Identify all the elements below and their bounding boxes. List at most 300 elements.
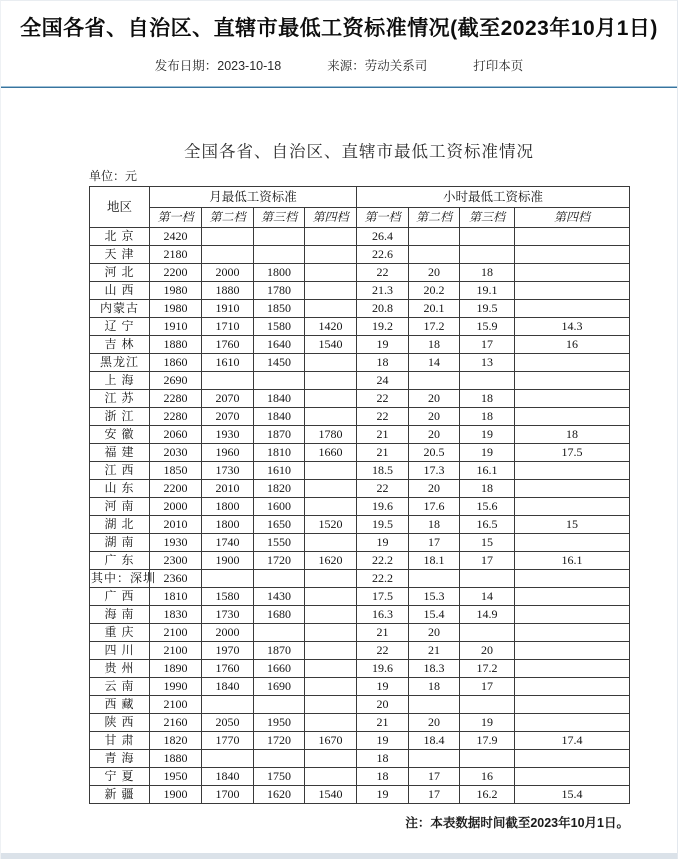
hourly-tier-4-header: 第四档 bbox=[515, 208, 630, 228]
monthly-value-cell: 1890 bbox=[150, 660, 202, 678]
hourly-value-cell bbox=[515, 570, 630, 588]
monthly-value-cell: 2100 bbox=[150, 696, 202, 714]
monthly-value-cell: 1840 bbox=[202, 678, 254, 696]
monthly-value-cell: 1860 bbox=[150, 354, 202, 372]
hourly-value-cell: 22 bbox=[357, 390, 409, 408]
monthly-value-cell: 2010 bbox=[202, 480, 254, 498]
hourly-value-cell: 22 bbox=[357, 642, 409, 660]
hourly-value-cell: 20 bbox=[409, 264, 460, 282]
hourly-tier-2-header: 第二档 bbox=[409, 208, 460, 228]
hourly-value-cell: 18 bbox=[460, 390, 515, 408]
monthly-value-cell bbox=[305, 588, 357, 606]
hourly-value-cell bbox=[515, 660, 630, 678]
table-row bbox=[90, 372, 630, 390]
region-cell: 贵 州 bbox=[90, 660, 150, 678]
source-value: 劳动关系司 bbox=[364, 59, 428, 73]
hourly-value-cell: 20 bbox=[409, 408, 460, 426]
monthly-value-cell: 1580 bbox=[202, 588, 254, 606]
table-row bbox=[90, 246, 630, 264]
hourly-value-cell bbox=[515, 534, 630, 552]
monthly-value-cell bbox=[254, 624, 305, 642]
region-cell: 河 北 bbox=[90, 264, 150, 282]
source-label: 来源： bbox=[327, 59, 365, 73]
hourly-value-cell bbox=[460, 624, 515, 642]
hourly-value-cell: 20.5 bbox=[409, 444, 460, 462]
hourly-value-cell: 19 bbox=[357, 534, 409, 552]
monthly-value-cell: 2280 bbox=[150, 408, 202, 426]
monthly-tier-3-header: 第三档 bbox=[254, 208, 305, 228]
hourly-value-cell: 17.3 bbox=[409, 462, 460, 480]
monthly-value-cell: 1880 bbox=[202, 282, 254, 300]
hourly-value-cell: 16.1 bbox=[460, 462, 515, 480]
hourly-value-cell: 21 bbox=[357, 444, 409, 462]
monthly-value-cell: 1720 bbox=[254, 552, 305, 570]
monthly-value-cell bbox=[254, 750, 305, 768]
hourly-value-cell: 20.2 bbox=[409, 282, 460, 300]
hourly-value-cell: 20 bbox=[409, 426, 460, 444]
table-row bbox=[90, 354, 630, 372]
monthly-value-cell: 1840 bbox=[254, 390, 305, 408]
hourly-value-cell bbox=[515, 750, 630, 768]
hourly-value-cell bbox=[515, 606, 630, 624]
hourly-value-cell bbox=[409, 750, 460, 768]
monthly-value-cell: 1540 bbox=[305, 786, 357, 804]
hourly-value-cell: 17.5 bbox=[357, 588, 409, 606]
hourly-value-cell: 18 bbox=[460, 264, 515, 282]
monthly-value-cell: 1800 bbox=[254, 264, 305, 282]
hourly-value-cell bbox=[460, 228, 515, 246]
region-cell: 吉 林 bbox=[90, 336, 150, 354]
hourly-value-cell bbox=[515, 354, 630, 372]
hourly-value-cell: 19.6 bbox=[357, 660, 409, 678]
hourly-value-cell: 17 bbox=[409, 768, 460, 786]
monthly-value-cell: 2280 bbox=[150, 390, 202, 408]
monthly-value-cell: 1450 bbox=[254, 354, 305, 372]
region-cell: 宁 夏 bbox=[90, 768, 150, 786]
unit-label: 单位：元 bbox=[89, 169, 138, 183]
monthly-value-cell: 1980 bbox=[150, 282, 202, 300]
table-row bbox=[90, 606, 630, 624]
hourly-value-cell: 17 bbox=[460, 678, 515, 696]
hourly-value-cell bbox=[460, 750, 515, 768]
hourly-value-cell: 17 bbox=[409, 534, 460, 552]
region-cell: 湖 北 bbox=[90, 516, 150, 534]
hourly-value-cell: 19 bbox=[357, 678, 409, 696]
publish-date-label: 发布日期： bbox=[154, 59, 218, 73]
monthly-value-cell: 1520 bbox=[305, 516, 357, 534]
wage-table-body bbox=[90, 228, 630, 804]
monthly-value-cell bbox=[305, 678, 357, 696]
region-cell: 广 西 bbox=[90, 588, 150, 606]
hourly-value-cell: 15.4 bbox=[515, 786, 630, 804]
monthly-value-cell: 2180 bbox=[150, 246, 202, 264]
monthly-value-cell bbox=[305, 534, 357, 552]
monthly-value-cell: 1980 bbox=[150, 300, 202, 318]
hourly-value-cell: 20 bbox=[409, 624, 460, 642]
table-header-row-1 bbox=[90, 187, 630, 208]
hourly-tier-1-header: 第一档 bbox=[357, 208, 409, 228]
print-page-link[interactable]: 打印本页 bbox=[473, 59, 524, 73]
monthly-value-cell: 2690 bbox=[150, 372, 202, 390]
monthly-value-cell bbox=[305, 624, 357, 642]
hourly-value-cell bbox=[515, 642, 630, 660]
monthly-value-cell: 1780 bbox=[305, 426, 357, 444]
hourly-tier-3-header: 第三档 bbox=[460, 208, 515, 228]
monthly-value-cell: 2000 bbox=[150, 498, 202, 516]
table-row bbox=[90, 336, 630, 354]
region-cell: 辽 宁 bbox=[90, 318, 150, 336]
hourly-value-cell bbox=[515, 678, 630, 696]
monthly-value-cell: 2070 bbox=[202, 408, 254, 426]
monthly-value-cell bbox=[202, 750, 254, 768]
monthly-value-cell: 1880 bbox=[150, 750, 202, 768]
hourly-value-cell: 15.4 bbox=[409, 606, 460, 624]
hourly-value-cell: 16.2 bbox=[460, 786, 515, 804]
hourly-value-cell: 20 bbox=[409, 714, 460, 732]
source bbox=[327, 56, 427, 74]
hourly-value-cell bbox=[460, 570, 515, 588]
hourly-value-cell: 17.4 bbox=[515, 732, 630, 750]
table-row bbox=[90, 426, 630, 444]
monthly-value-cell bbox=[305, 498, 357, 516]
monthly-value-cell: 2000 bbox=[202, 624, 254, 642]
region-cell: 北 京 bbox=[90, 228, 150, 246]
monthly-value-cell: 2160 bbox=[150, 714, 202, 732]
monthly-value-cell bbox=[305, 300, 357, 318]
monthly-value-cell: 1620 bbox=[305, 552, 357, 570]
monthly-value-cell: 1910 bbox=[202, 300, 254, 318]
monthly-value-cell: 2100 bbox=[150, 642, 202, 660]
hourly-value-cell: 18.5 bbox=[357, 462, 409, 480]
hourly-value-cell: 20 bbox=[460, 642, 515, 660]
table-title: 全国各省、自治区、直辖市最低工资标准情况 bbox=[184, 143, 534, 161]
hourly-value-cell: 15 bbox=[460, 534, 515, 552]
hourly-value-cell: 14 bbox=[460, 588, 515, 606]
region-column-header: 地区 bbox=[90, 187, 150, 228]
hourly-value-cell: 18 bbox=[460, 408, 515, 426]
monthly-value-cell bbox=[202, 570, 254, 588]
hourly-value-cell bbox=[515, 480, 630, 498]
table-row bbox=[90, 462, 630, 480]
monthly-value-cell: 1960 bbox=[202, 444, 254, 462]
monthly-value-cell: 2100 bbox=[150, 624, 202, 642]
monthly-value-cell: 2060 bbox=[150, 426, 202, 444]
hourly-value-cell: 18 bbox=[357, 768, 409, 786]
monthly-value-cell: 2010 bbox=[150, 516, 202, 534]
monthly-value-cell bbox=[305, 570, 357, 588]
hourly-value-cell: 20 bbox=[357, 696, 409, 714]
table-row bbox=[90, 300, 630, 318]
hourly-value-cell: 22.2 bbox=[357, 552, 409, 570]
hourly-value-cell: 21 bbox=[357, 714, 409, 732]
monthly-value-cell: 1770 bbox=[202, 732, 254, 750]
monthly-value-cell bbox=[305, 606, 357, 624]
hourly-value-cell bbox=[515, 624, 630, 642]
monthly-value-cell: 1870 bbox=[254, 642, 305, 660]
hourly-value-cell: 19 bbox=[357, 336, 409, 354]
hourly-value-cell: 13 bbox=[460, 354, 515, 372]
monthly-value-cell bbox=[305, 372, 357, 390]
monthly-value-cell bbox=[254, 570, 305, 588]
hourly-value-cell: 18 bbox=[357, 354, 409, 372]
region-cell: 湖 南 bbox=[90, 534, 150, 552]
monthly-value-cell bbox=[305, 354, 357, 372]
table-row bbox=[90, 696, 630, 714]
hourly-value-cell: 16.5 bbox=[460, 516, 515, 534]
hourly-value-cell: 26.4 bbox=[357, 228, 409, 246]
hourly-value-cell: 21 bbox=[357, 624, 409, 642]
monthly-value-cell: 1580 bbox=[254, 318, 305, 336]
monthly-value-cell: 1710 bbox=[202, 318, 254, 336]
region-cell: 天 津 bbox=[90, 246, 150, 264]
hourly-value-cell: 17.9 bbox=[460, 732, 515, 750]
monthly-value-cell: 2200 bbox=[150, 480, 202, 498]
region-cell: 江 西 bbox=[90, 462, 150, 480]
hourly-value-cell: 17 bbox=[460, 336, 515, 354]
monthly-value-cell: 1840 bbox=[202, 768, 254, 786]
hourly-value-cell: 21.3 bbox=[357, 282, 409, 300]
hourly-value-cell: 21 bbox=[409, 642, 460, 660]
monthly-value-cell: 1690 bbox=[254, 678, 305, 696]
monthly-value-cell: 1850 bbox=[150, 462, 202, 480]
table-row bbox=[90, 588, 630, 606]
monthly-value-cell: 1900 bbox=[150, 786, 202, 804]
hourly-value-cell bbox=[409, 372, 460, 390]
region-cell: 广 东 bbox=[90, 552, 150, 570]
monthly-value-cell bbox=[305, 246, 357, 264]
hourly-value-cell: 17.2 bbox=[409, 318, 460, 336]
hourly-value-cell: 19 bbox=[460, 714, 515, 732]
monthly-value-cell: 1810 bbox=[150, 588, 202, 606]
hourly-value-cell: 18 bbox=[460, 480, 515, 498]
monthly-value-cell: 1720 bbox=[254, 732, 305, 750]
hourly-group-header: 小时最低工资标准 bbox=[357, 187, 630, 208]
monthly-value-cell bbox=[202, 228, 254, 246]
hourly-value-cell bbox=[515, 768, 630, 786]
monthly-value-cell: 1540 bbox=[305, 336, 357, 354]
monthly-value-cell: 1420 bbox=[305, 318, 357, 336]
hourly-value-cell: 22.6 bbox=[357, 246, 409, 264]
hourly-value-cell bbox=[460, 696, 515, 714]
monthly-value-cell: 1700 bbox=[202, 786, 254, 804]
hourly-value-cell: 15.9 bbox=[460, 318, 515, 336]
table-row bbox=[90, 480, 630, 498]
hourly-value-cell bbox=[409, 228, 460, 246]
hourly-value-cell: 18 bbox=[409, 516, 460, 534]
monthly-value-cell bbox=[305, 462, 357, 480]
table-row bbox=[90, 534, 630, 552]
region-cell: 河 南 bbox=[90, 498, 150, 516]
hourly-value-cell: 16.3 bbox=[357, 606, 409, 624]
region-cell: 云 南 bbox=[90, 678, 150, 696]
region-cell: 黑龙江 bbox=[90, 354, 150, 372]
hourly-value-cell: 14 bbox=[409, 354, 460, 372]
monthly-value-cell: 1660 bbox=[305, 444, 357, 462]
hourly-value-cell: 19 bbox=[357, 732, 409, 750]
hourly-value-cell: 19.5 bbox=[357, 516, 409, 534]
monthly-value-cell bbox=[305, 282, 357, 300]
table-row bbox=[90, 498, 630, 516]
hourly-value-cell: 18.4 bbox=[409, 732, 460, 750]
hourly-value-cell: 19.5 bbox=[460, 300, 515, 318]
hourly-value-cell: 14.3 bbox=[515, 318, 630, 336]
monthly-value-cell bbox=[254, 228, 305, 246]
monthly-tier-1-header: 第一档 bbox=[150, 208, 202, 228]
monthly-value-cell: 2050 bbox=[202, 714, 254, 732]
monthly-value-cell: 1760 bbox=[202, 336, 254, 354]
hourly-value-cell: 15 bbox=[515, 516, 630, 534]
region-cell: 西 藏 bbox=[90, 696, 150, 714]
monthly-value-cell: 1660 bbox=[254, 660, 305, 678]
hourly-value-cell: 16.1 bbox=[515, 552, 630, 570]
hourly-value-cell: 19 bbox=[357, 786, 409, 804]
hourly-value-cell bbox=[460, 246, 515, 264]
monthly-value-cell: 1820 bbox=[150, 732, 202, 750]
hourly-value-cell: 17.6 bbox=[409, 498, 460, 516]
publish-date bbox=[155, 56, 281, 74]
monthly-value-cell: 1620 bbox=[254, 786, 305, 804]
hourly-value-cell bbox=[515, 588, 630, 606]
hourly-value-cell bbox=[515, 408, 630, 426]
bottom-strip bbox=[1, 853, 677, 859]
region-cell: 福 建 bbox=[90, 444, 150, 462]
table-row bbox=[90, 660, 630, 678]
hourly-value-cell bbox=[409, 246, 460, 264]
region-cell: 其中：深圳 bbox=[90, 570, 150, 588]
hourly-value-cell bbox=[515, 228, 630, 246]
monthly-value-cell bbox=[305, 390, 357, 408]
table-row bbox=[90, 408, 630, 426]
region-cell: 重 庆 bbox=[90, 624, 150, 642]
monthly-value-cell bbox=[305, 228, 357, 246]
wage-table bbox=[89, 186, 630, 804]
table-row bbox=[90, 264, 630, 282]
monthly-value-cell bbox=[202, 696, 254, 714]
hourly-value-cell: 20 bbox=[409, 480, 460, 498]
region-cell: 山 西 bbox=[90, 282, 150, 300]
hourly-value-cell: 15.6 bbox=[460, 498, 515, 516]
monthly-value-cell: 1950 bbox=[254, 714, 305, 732]
hourly-value-cell bbox=[515, 372, 630, 390]
monthly-value-cell: 1810 bbox=[254, 444, 305, 462]
monthly-value-cell bbox=[254, 372, 305, 390]
hourly-value-cell: 19.1 bbox=[460, 282, 515, 300]
table-header-row-2 bbox=[90, 208, 630, 228]
monthly-value-cell: 1600 bbox=[254, 498, 305, 516]
region-cell: 四 川 bbox=[90, 642, 150, 660]
hourly-value-cell: 18.3 bbox=[409, 660, 460, 678]
hourly-value-cell: 18 bbox=[409, 336, 460, 354]
hourly-value-cell: 19 bbox=[460, 426, 515, 444]
hourly-value-cell: 18 bbox=[357, 750, 409, 768]
publish-date-value: 2023-10-18 bbox=[217, 59, 282, 73]
monthly-value-cell: 1610 bbox=[202, 354, 254, 372]
region-cell: 陕 西 bbox=[90, 714, 150, 732]
meta-row bbox=[1, 56, 677, 74]
table-row bbox=[90, 786, 630, 804]
monthly-value-cell: 1780 bbox=[254, 282, 305, 300]
region-cell: 青 海 bbox=[90, 750, 150, 768]
page-header bbox=[1, 1, 677, 86]
table-row bbox=[90, 624, 630, 642]
monthly-value-cell: 1650 bbox=[254, 516, 305, 534]
hourly-value-cell: 18 bbox=[515, 426, 630, 444]
monthly-value-cell: 2200 bbox=[150, 264, 202, 282]
monthly-value-cell bbox=[305, 642, 357, 660]
monthly-tier-4-header: 第四档 bbox=[305, 208, 357, 228]
hourly-value-cell bbox=[515, 282, 630, 300]
monthly-value-cell: 2000 bbox=[202, 264, 254, 282]
monthly-value-cell: 1870 bbox=[254, 426, 305, 444]
hourly-value-cell: 15.3 bbox=[409, 588, 460, 606]
hourly-value-cell bbox=[409, 696, 460, 714]
content-area bbox=[89, 140, 629, 832]
table-row bbox=[90, 570, 630, 588]
table-row bbox=[90, 642, 630, 660]
monthly-value-cell: 1840 bbox=[254, 408, 305, 426]
hourly-value-cell: 22 bbox=[357, 408, 409, 426]
header-separator bbox=[1, 86, 677, 88]
hourly-value-cell: 20 bbox=[409, 390, 460, 408]
monthly-value-cell bbox=[305, 480, 357, 498]
table-row bbox=[90, 444, 630, 462]
table-row bbox=[90, 768, 630, 786]
monthly-value-cell bbox=[202, 372, 254, 390]
monthly-value-cell: 1760 bbox=[202, 660, 254, 678]
region-cell: 海 南 bbox=[90, 606, 150, 624]
hourly-value-cell bbox=[460, 372, 515, 390]
hourly-value-cell: 19 bbox=[460, 444, 515, 462]
region-cell: 新 疆 bbox=[90, 786, 150, 804]
monthly-value-cell: 1550 bbox=[254, 534, 305, 552]
footer-note: 注：本表数据时间截至2023年10月1日。 bbox=[405, 816, 629, 830]
table-row bbox=[90, 282, 630, 300]
hourly-value-cell: 21 bbox=[357, 426, 409, 444]
table-row bbox=[90, 228, 630, 246]
hourly-value-cell: 22 bbox=[357, 480, 409, 498]
monthly-value-cell: 1990 bbox=[150, 678, 202, 696]
monthly-value-cell: 1730 bbox=[202, 606, 254, 624]
region-cell: 内蒙古 bbox=[90, 300, 150, 318]
table-row bbox=[90, 714, 630, 732]
hourly-value-cell bbox=[515, 300, 630, 318]
table-row bbox=[90, 732, 630, 750]
hourly-value-cell: 18 bbox=[409, 678, 460, 696]
monthly-value-cell: 1950 bbox=[150, 768, 202, 786]
hourly-value-cell: 16 bbox=[460, 768, 515, 786]
hourly-value-cell bbox=[515, 696, 630, 714]
hourly-value-cell bbox=[515, 498, 630, 516]
hourly-value-cell bbox=[515, 246, 630, 264]
monthly-value-cell: 1680 bbox=[254, 606, 305, 624]
hourly-value-cell: 19.2 bbox=[357, 318, 409, 336]
hourly-value-cell bbox=[409, 570, 460, 588]
monthly-value-cell bbox=[254, 696, 305, 714]
monthly-value-cell bbox=[305, 264, 357, 282]
hourly-value-cell bbox=[515, 264, 630, 282]
hourly-value-cell: 17.5 bbox=[515, 444, 630, 462]
hourly-value-cell: 17.2 bbox=[460, 660, 515, 678]
monthly-value-cell bbox=[305, 750, 357, 768]
table-row bbox=[90, 678, 630, 696]
monthly-value-cell bbox=[254, 246, 305, 264]
region-cell: 山 东 bbox=[90, 480, 150, 498]
monthly-tier-2-header: 第二档 bbox=[202, 208, 254, 228]
page-title: 全国各省、自治区、直辖市最低工资标准情况(截至2023年10月1日) bbox=[20, 17, 658, 40]
region-cell: 甘 肃 bbox=[90, 732, 150, 750]
hourly-value-cell: 20.1 bbox=[409, 300, 460, 318]
monthly-value-cell: 1910 bbox=[150, 318, 202, 336]
